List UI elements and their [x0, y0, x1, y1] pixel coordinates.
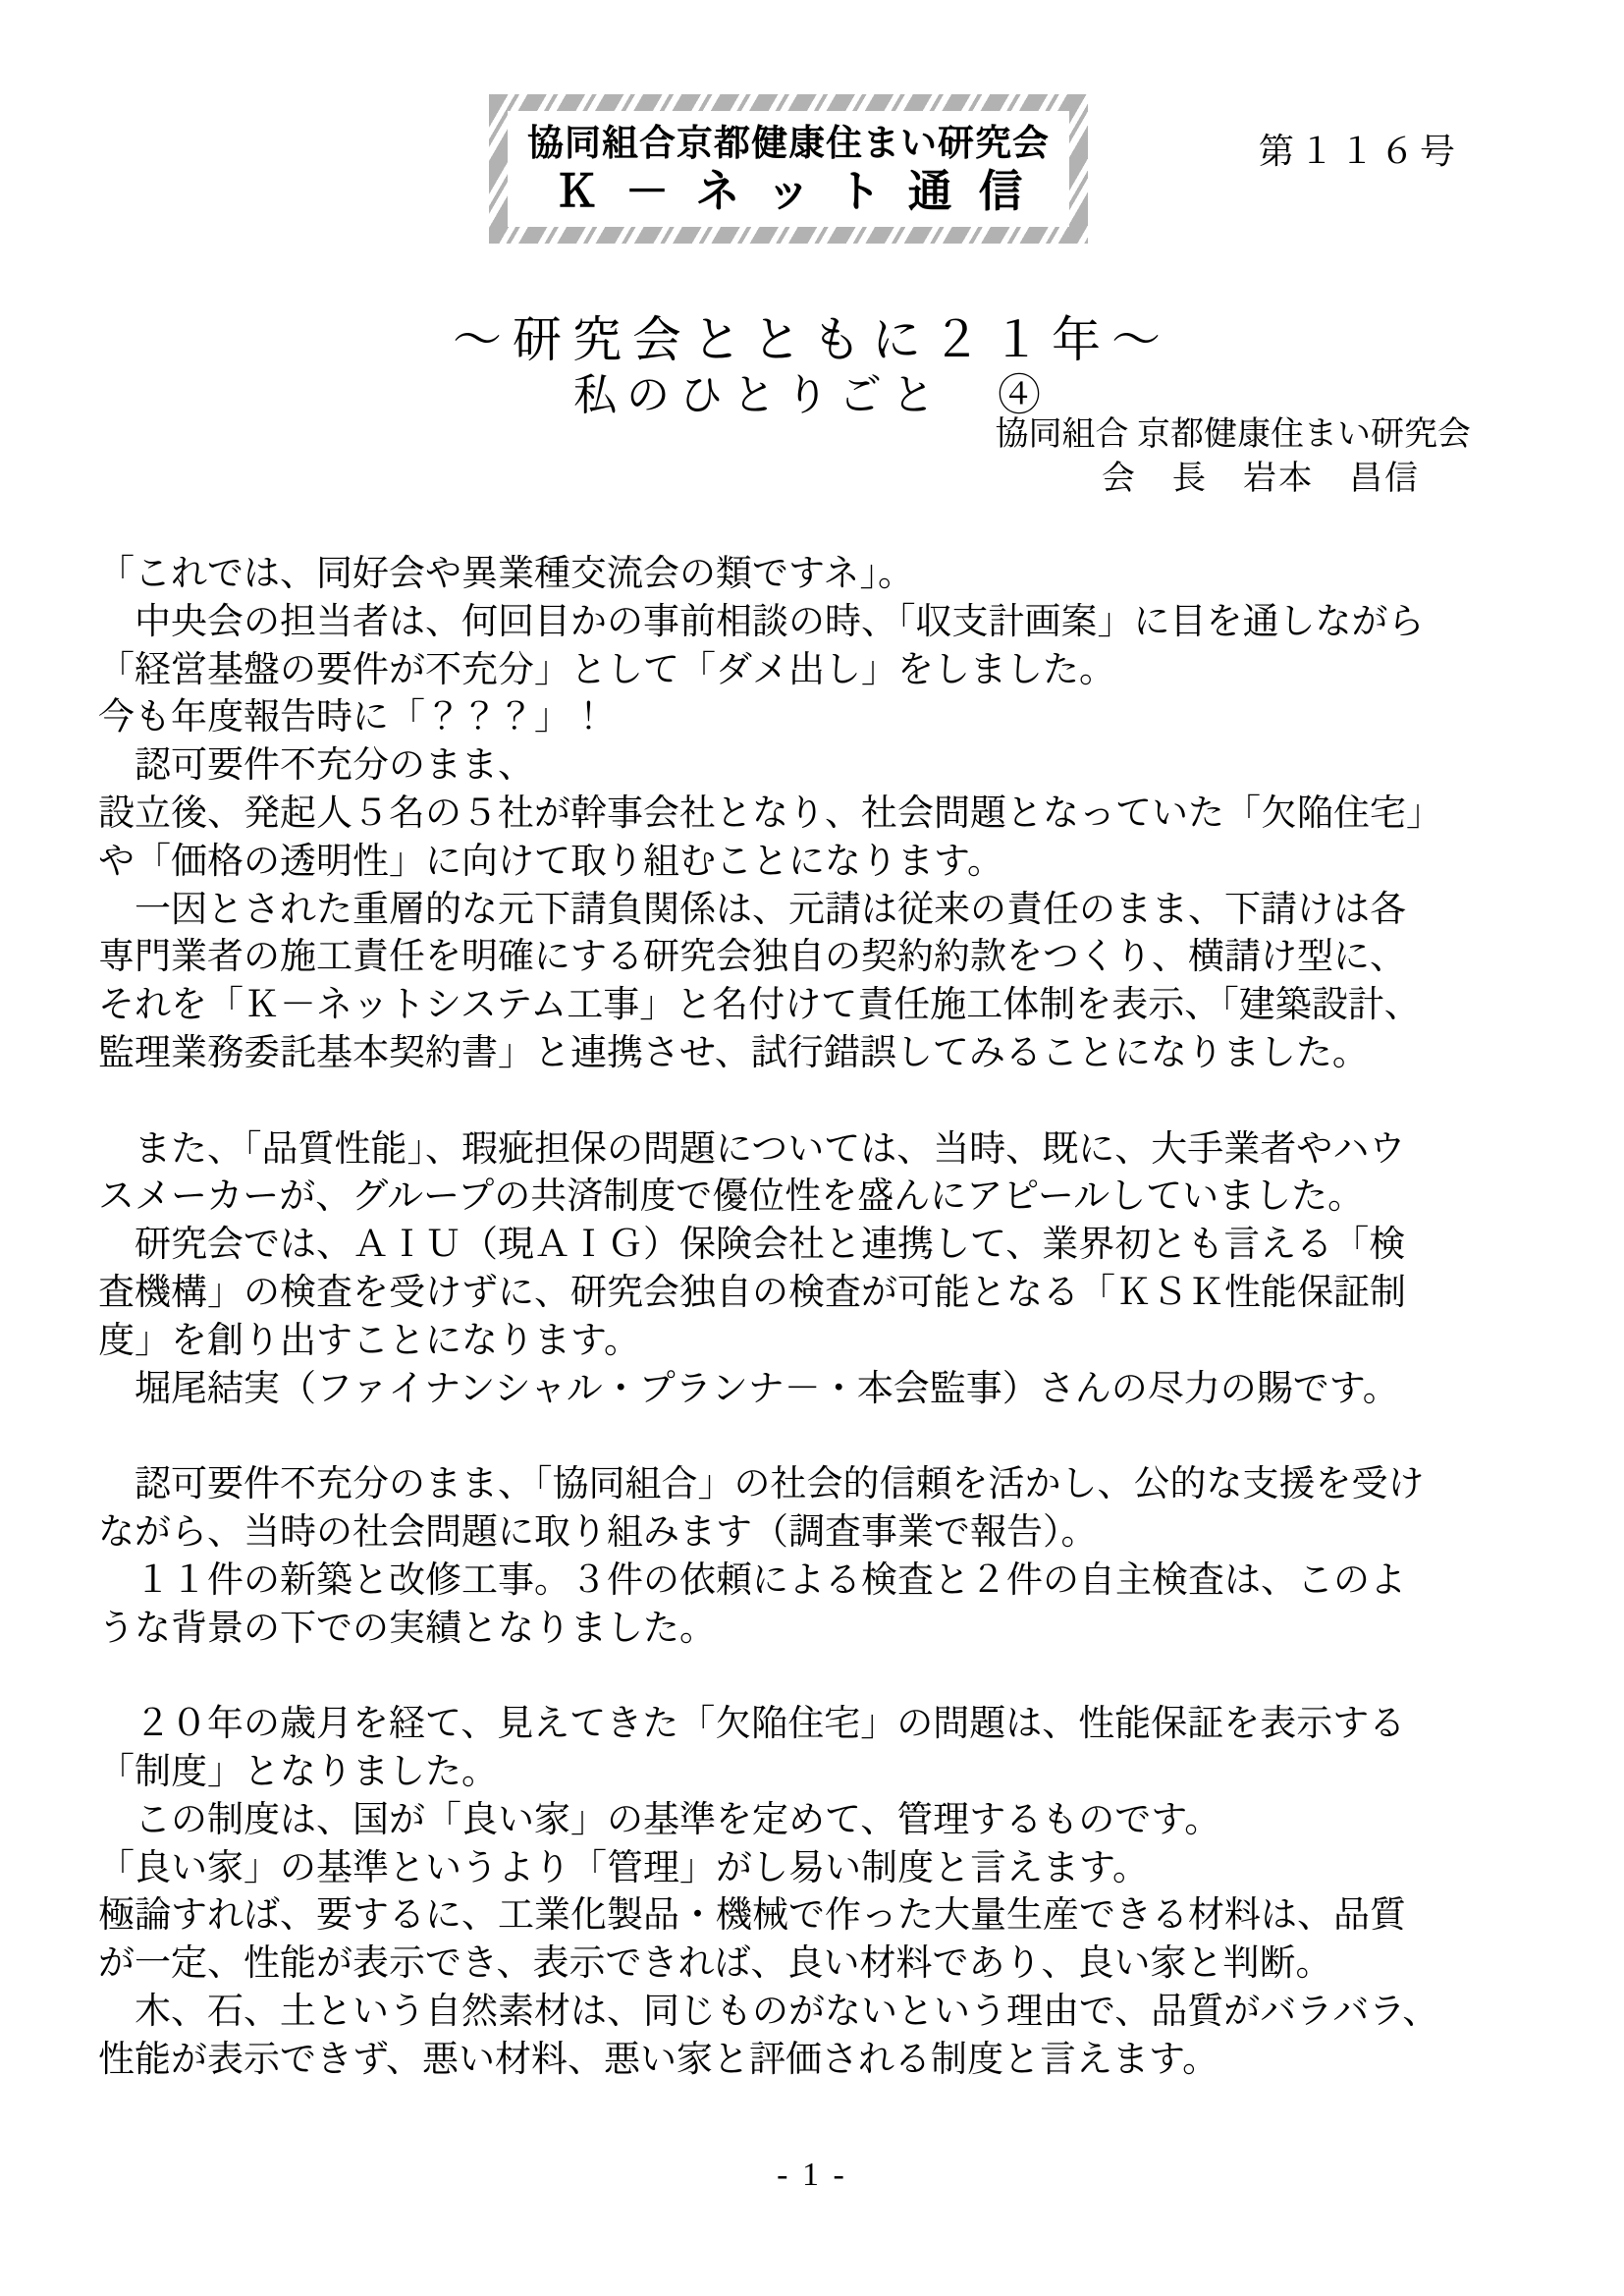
masthead-striped-border-box [489, 94, 1088, 244]
body-line: 今も年度報告時に「？？？」！ [98, 697, 607, 738]
body-line: 「経営基盤の要件が不充分」として「ダメ出し」をしました。 [98, 649, 1115, 690]
body-line: が一定、性能が表示でき、表示できれば、良い材料であり、良い家と判断。 [98, 1943, 1332, 1985]
masthead [508, 111, 1069, 227]
body-line: 一因とされた重層的な元下請負関係は、元請は従来の責任のまま、下請けは各 [98, 889, 1406, 930]
body-line: また、「品質性能」、瑕疵担保の問題については、当時、既に、大手業者やハウ [98, 1128, 1406, 1170]
issue-number: 第１１６号 [1259, 132, 1461, 171]
body-line: 査機構」の検査を受けずに、研究会独自の検査が可能となる「ＫＳＫ性能保証制 [98, 1272, 1406, 1313]
body-line: 中央会の担当者は、何回目かの事前相談の時、「収支計画案」に目を通しながら [98, 601, 1425, 642]
body-line: 性能が表示できず、悪い材料、悪い家と評価される制度と言えます。 [98, 2039, 1219, 2080]
body-line [98, 1413, 1581, 1461]
body-line: スメーカーが、グループの共済制度で優位性を盛んにアピールしていました。 [98, 1176, 1365, 1218]
article-title: ～研究会とともに２１年～ [453, 312, 1171, 367]
body-line: 監理業務委託基本契約書」と連携させ、試行錯誤してみることになりました。 [98, 1032, 1369, 1073]
body-line: 「これでは、同好会や異業種交流会の類ですネ」。 [98, 554, 915, 594]
byline-organization: 協同組合 京都健康住まい研究会 [995, 416, 1471, 453]
body-line: 「制度」となりました。 [98, 1751, 498, 1792]
body-line: 研究会では、ＡＩＵ（現ＡＩＧ）保険会社と連携して、業界初とも言える「検 [98, 1225, 1406, 1266]
body-line: 設立後、発起人５名の５社が幹事会社となり、社会問題となっていた「欠陥住宅」 [98, 793, 1442, 834]
body-line: 木、石、土という自然素材は、同じものがないという理由で、品質がバラバラ、 [98, 1991, 1439, 2032]
article-body [98, 551, 1581, 2085]
body-line: 認可要件不充分のまま、 [98, 745, 534, 787]
body-line: 堀尾結実（ファイナンシャル・プランナ－・本会監事）さんの尽力の賜です。 [98, 1368, 1399, 1409]
body-line [98, 1078, 1581, 1126]
body-line: 認可要件不充分のまま、「協同組合」の社会的信頼を活かし、公的な支援を受け [98, 1464, 1425, 1505]
body-line: うな背景の下での実績となりました。 [98, 1608, 716, 1649]
body-line: 極論すれば、要するに、工業化製品・機械で作った大量生産できる材料は、品質 [98, 1895, 1406, 1937]
body-line: 度」を創り出すことになります。 [98, 1320, 641, 1361]
body-line: ２０年の歳月を経て、見えてきた「欠陥住宅」の問題は、性能保証を表示する [98, 1704, 1406, 1745]
body-line: それを「Ｋ－ネットシステム工事」と名付けて責任施工体制を表示、「建築設計、 [98, 985, 1421, 1026]
masthead-org-name: 協同組合京都健康住まい研究会 [527, 122, 1050, 163]
article-subtitle: 私のひとりごと ④ [573, 371, 1051, 419]
byline [996, 412, 1472, 501]
body-line: や「価格の透明性」に向けて取り組むことになります。 [98, 841, 1004, 882]
body-line: この制度は、国が「良い家」の基準を定めて、管理するものです。 [98, 1799, 1221, 1840]
masthead-newsletter-title: Ｋ－ネット通信 [554, 165, 1050, 216]
body-line: 専門業者の施工責任を明確にする研究会独自の契約約款をつくり、横請け型に、 [98, 937, 1406, 978]
byline-author: 会 長 岩本 昌信 [1102, 461, 1420, 497]
body-line [98, 1653, 1581, 1701]
body-line: ながら、当時の社会問題に取り組みます（調査事業で報告）。 [98, 1511, 1098, 1553]
body-line: １１件の新築と改修工事。３件の依頼による検査と２件の自主検査は、このよ [98, 1559, 1406, 1601]
body-line: 「良い家」の基準というより「管理」がし易い制度と言えます。 [98, 1847, 1150, 1888]
page-number: - 1 - [777, 2157, 847, 2193]
